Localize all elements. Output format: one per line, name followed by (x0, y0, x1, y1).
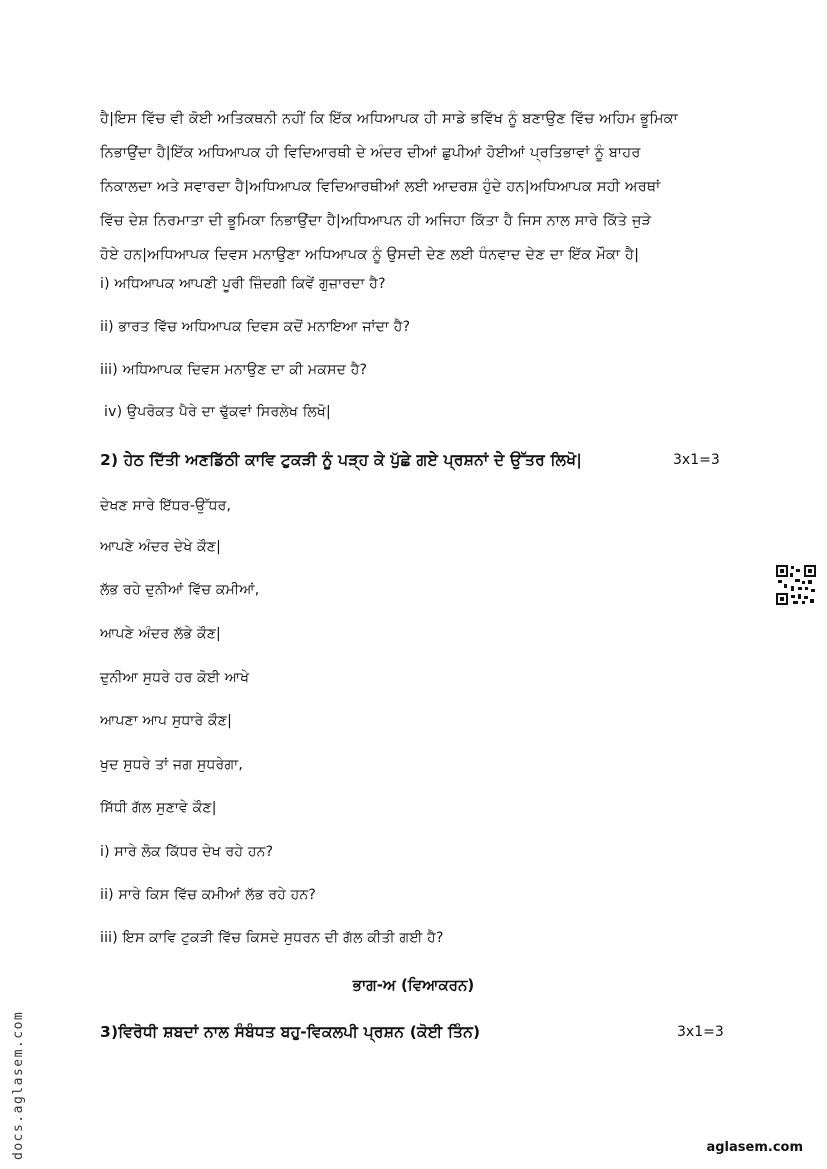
passage-line: ਹੈ|ਇਸ ਵਿੱਚ ਵੀ ਕੋਈ ਅਤਿਕਥਨੀ ਨਹੀਂ ਕਿ ਇੱਕ ਅਧਿਆਪਕ ਹੀ ਸਾਡੇ ਭਵਿੱਖ ਨੂੰ ਬਣਾਉਣ ਵਿੱਚ ਅਹਿਮ ਭੂਮਿਕਾ (100, 111, 679, 127)
q1-question-ii: ii) ਭਾਰਤ ਵਿੱਚ ਅਧਿਆਪਕ ਦਿਵਸ ਕਦੋਂ ਮਨਾਇਆ ਜਾਂਦਾ ਹੈ? (100, 319, 411, 335)
q2-question-iii: iii) ਇਸ ਕਾਵਿ ਟੁਕੜੀ ਵਿੱਚ ਕਿਸਦੇ ਸੁਧਰਨ ਦੀ ਗੱਲ ਕੀਤੀ ਗਈ ਹੈ? (100, 930, 444, 946)
poem-line: ਆਪਣੇ ਅੰਦਰ ਦੇਖੇ ਕੌਣ| (100, 539, 222, 555)
passage-line: ਨਿਭਾਉਂਦਾ ਹੈ|ਇੱਕ ਅਧਿਆਪਕ ਹੀ ਵਿਦਿਆਰਥੀ ਦੇ ਅੰਦਰ ਦੀਆਂ ਛੁਪੀਆਂ ਹੋਈਆਂ ਪ੍ਰਤਿਭਾਵਾਂ ਨੂੰ ਬਾਹਰ (100, 145, 641, 161)
watermark: docs.aglasem.com (11, 1010, 26, 1160)
poem-line: ਸਿੱਧੀ ਗੱਲ ਸੁਣਾਵੇ ਕੌਣ| (100, 800, 217, 816)
q2-question-i: i) ਸਾਰੇ ਲੋਕ ਕਿੱਧਰ ਦੇਖ ਰਹੇ ਹਨ? (100, 844, 274, 860)
passage (100, 102, 730, 272)
poem-line: ਦੇਖਣ ਸਾਰੇ ਇੱਧਰ-ਉੱਧਰ, (100, 498, 232, 514)
poem-line: ਖੁਦ ਸੁਧਰੇ ਤਾਂ ਜਗ ਸੁਧਰੇਗਾ, (100, 757, 243, 773)
q3-heading: 3)ਵਿਰੋਧੀ ਸ਼ਬਦਾਂ ਨਾਲ ਸੰਬੰਧਤ ਬਹੁ-ਵਿਕਲਪੀ ਪ੍ਰਸ਼ਨ (ਕੋਈ ਤਿੰਨ) (100, 1023, 481, 1041)
q1-question-iv: iv) ਉਪਰੋਕਤ ਪੈਰੇ ਦਾ ਢੁੱਕਵਾਂ ਸਿਰਲੇਖ ਲਿਖੋ| (104, 404, 331, 420)
section-title: ਭਾਗ-ਅ (ਵਿਆਕਰਨ) (352, 976, 475, 994)
qr-code-icon (776, 565, 816, 605)
passage-line: ਨਿਕਾਲਦਾ ਅਤੇ ਸਵਾਰਦਾ ਹੈ|ਅਧਿਆਪਕ ਵਿਦਿਆਰਥੀਆਂ ਲਈ ਆਦਰਸ਼ ਹੁੰਦੇ ਹਨ|ਅਧਿਆਪਕ ਸਹੀ ਅਰਥਾਂ (100, 179, 661, 195)
poem-line: ਦੁਨੀਆ ਸੁਧਰੇ ਹਰ ਕੋਈ ਆਖੇ (100, 670, 250, 686)
brand-logo: aglasem.com (706, 1140, 803, 1155)
passage-line: ਹੋਏ ਹਨ|ਅਧਿਆਪਕ ਦਿਵਸ ਮਨਾਉਣਾ ਅਧਿਆਪਕ ਨੂੰ ਉਸਦੀ ਦੇਣ ਲਈ ਧੰਨਵਾਦ ਦੇਣ ਦਾ ਇੱਕ ਮੌਕਾ ਹੈ| (100, 247, 640, 263)
poem-line: ਆਪਣਾ ਆਪ ਸੁਧਾਰੇ ਕੌਣ| (100, 713, 232, 729)
poem-line: ਆਪਣੇ ਅੰਦਰ ਲੱਭੇ ਕੌਣ| (100, 626, 221, 642)
q1-question-iii: iii) ਅਧਿਆਪਕ ਦਿਵਸ ਮਨਾਉਣ ਦਾ ਕੀ ਮਕਸਦ ਹੈ? (100, 362, 368, 378)
q2-question-ii: ii) ਸਾਰੇ ਕਿਸ ਵਿੱਚ ਕਮੀਆਂ ਲੱਭ ਰਹੇ ਹਨ? (100, 887, 317, 903)
q3-marks: 3x1=3 (677, 1024, 724, 1040)
passage-line: ਵਿੱਚ ਦੇਸ਼ ਨਿਰਮਾਤਾ ਦੀ ਭੂਮਿਕਾ ਨਿਭਾਉਂਦਾ ਹੈ|ਅਧਿਆਪਨ ਹੀ ਅਜਿਹਾ ਕਿੱਤਾ ਹੈ ਜਿਸ ਨਾਲ ਸਾਰੇ ਕਿੱਤੇ ਜੁੜੇ (100, 213, 652, 229)
q2-marks: 3x1=3 (673, 452, 720, 468)
q1-question-i: i) ਅਧਿਆਪਕ ਆਪਣੀ ਪੂਰੀ ਜ਼ਿੰਦਗੀ ਕਿਵੇਂ ਗੁਜ਼ਾਰਦਾ ਹੈ? (100, 276, 386, 292)
q2-heading: 2) ਹੇਠ ਦਿੱਤੀ ਅਣਡਿੱਠੀ ਕਾਵਿ ਟੁਕੜੀ ਨੂੰ ਪੜ੍ਹ ਕੇ ਪੁੱਛੇ ਗਏ ਪ੍ਰਸ਼ਨਾਂ ਦੇ ਉੱਤਰ ਲਿਖੋ| (100, 451, 583, 469)
poem-line: ਲੱਭ ਰਹੇ ਦੁਨੀਆਂ ਵਿੱਚ ਕਮੀਆਂ, (100, 582, 260, 598)
